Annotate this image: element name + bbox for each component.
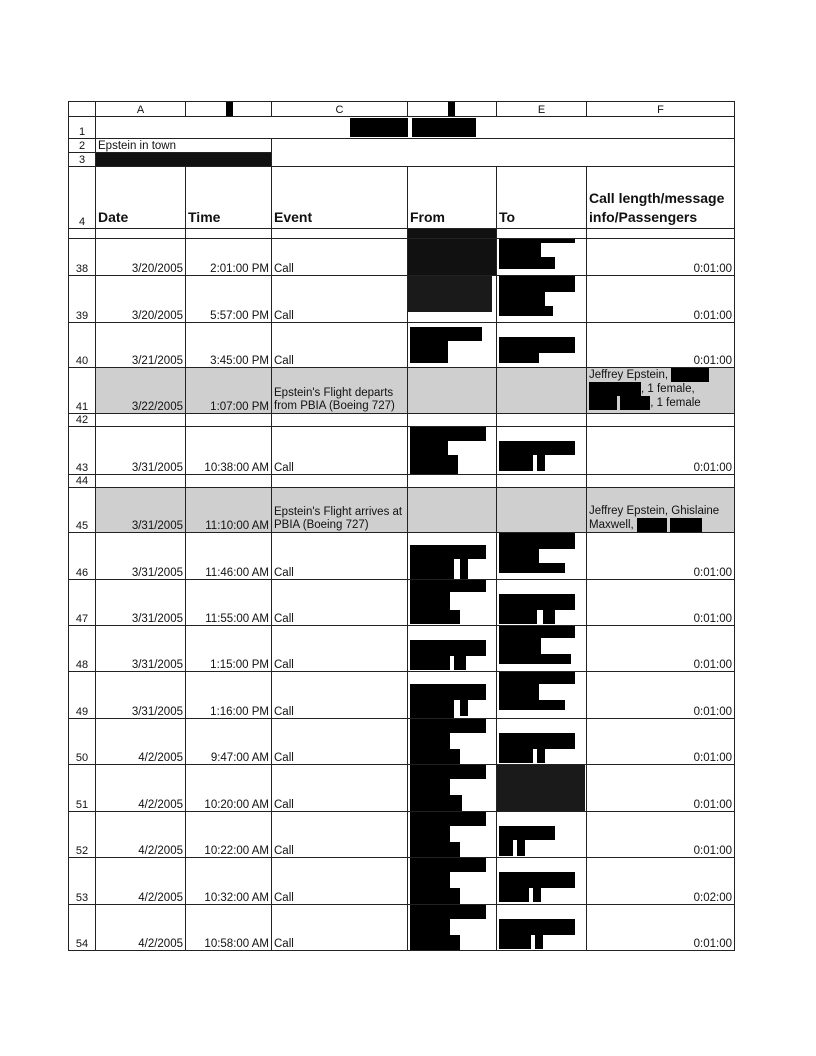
row-number: 49	[69, 672, 96, 719]
row-number: 51	[69, 765, 96, 812]
table-row	[69, 765, 735, 812]
event-cell: Call	[272, 719, 408, 765]
row-number: 52	[69, 812, 96, 858]
title-cell	[96, 117, 735, 139]
event-cell: Call	[272, 765, 408, 812]
table-row	[69, 672, 735, 719]
event-cell: Call	[272, 323, 408, 368]
date-cell: 3/31/2005	[96, 533, 186, 580]
redacted-to-cell	[497, 239, 587, 276]
time-cell: 10:32:00 AM	[186, 858, 272, 905]
info-cell: 0:01:00	[587, 533, 735, 580]
row-number: 44	[69, 475, 96, 488]
redacted-from-cell	[408, 626, 497, 672]
passengers-cell	[587, 368, 735, 414]
redacted-from-cell	[408, 533, 497, 580]
info-cell: 0:01:00	[587, 812, 735, 858]
time-cell: 9:47:00 AM	[186, 719, 272, 765]
from-cell	[408, 368, 497, 414]
row-number: 4	[69, 167, 96, 229]
sheet-row-2	[69, 139, 735, 153]
event-cell: Call	[272, 858, 408, 905]
redacted-from-cell	[408, 323, 497, 368]
date-cell: 4/2/2005	[96, 858, 186, 905]
redacted-to-cell	[497, 672, 587, 719]
redacted-from-cell	[408, 580, 497, 626]
event-cell: Call	[272, 276, 408, 323]
date-cell: 3/31/2005	[96, 672, 186, 719]
table-row-flight	[69, 368, 735, 414]
to-cell	[497, 368, 587, 414]
redacted-from-cell	[408, 276, 497, 323]
info-cell: 0:02:00	[587, 858, 735, 905]
info-cell: 0:01:00	[587, 323, 735, 368]
info-cell: 0:01:00	[587, 905, 735, 951]
epstein-in-town-label: Epstein in town	[96, 139, 272, 153]
date-cell: 3/20/2005	[96, 276, 186, 323]
passenger-line: Jeffrey Epstein, Ghislaine	[589, 504, 720, 517]
info-cell: 0:01:00	[587, 765, 735, 812]
time-cell: 10:38:00 AM	[186, 427, 272, 475]
redacted-to-cell	[497, 765, 587, 812]
redacted-to-cell	[497, 276, 587, 323]
time-cell: 10:58:00 AM	[186, 905, 272, 951]
info-cell: 0:01:00	[587, 672, 735, 719]
time-cell: 5:57:00 PM	[186, 276, 272, 323]
info-cell: 0:01:00	[587, 239, 735, 276]
hidden-rows-marker	[69, 229, 735, 239]
time-cell: 11:10:00 AM	[186, 488, 272, 533]
redacted-to-cell	[497, 719, 587, 765]
from-header: From	[408, 167, 497, 229]
table-row	[69, 239, 735, 276]
event-cell: Call	[272, 812, 408, 858]
date-cell: 3/31/2005	[96, 626, 186, 672]
passenger-line: , 1 female	[650, 397, 701, 410]
event-cell: Call	[272, 533, 408, 580]
redacted-from-cell	[408, 765, 497, 812]
col-header-c: C	[272, 102, 408, 117]
table-row	[69, 427, 735, 475]
event-cell: Call	[272, 626, 408, 672]
row-number: 53	[69, 858, 96, 905]
redacted-cell	[96, 153, 272, 167]
redacted-to-cell	[497, 626, 587, 672]
time-cell: 10:20:00 AM	[186, 765, 272, 812]
table-row	[69, 858, 735, 905]
redacted-from-cell	[408, 719, 497, 765]
date-header: Date	[96, 167, 186, 229]
date-cell: 3/21/2005	[96, 323, 186, 368]
redacted-from-cell	[408, 239, 497, 276]
passenger-line: , 1 female,	[641, 383, 695, 396]
redacted-to-cell	[497, 580, 587, 626]
redaction-block	[350, 118, 408, 137]
table-row	[69, 580, 735, 626]
to-cell	[497, 488, 587, 533]
date-cell: 3/22/2005	[96, 368, 186, 414]
time-cell: 1:16:00 PM	[186, 672, 272, 719]
time-header: Time	[186, 167, 272, 229]
redacted-to-cell	[497, 533, 587, 580]
col-header-f: F	[587, 102, 735, 117]
info-cell: 0:01:00	[587, 580, 735, 626]
row-number: 54	[69, 905, 96, 951]
col-header-d	[408, 102, 497, 117]
redacted-from-cell	[408, 672, 497, 719]
table-row	[69, 812, 735, 858]
row-number: 48	[69, 626, 96, 672]
event-cell: Epstein's Flight arrives at PBIA (Boeing 727)	[272, 488, 408, 533]
date-cell: 4/2/2005	[96, 905, 186, 951]
info-cell: 0:01:00	[587, 427, 735, 475]
time-cell: 2:01:00 PM	[186, 239, 272, 276]
row-number: 43	[69, 427, 96, 475]
row-number: 40	[69, 323, 96, 368]
row-number: 46	[69, 533, 96, 580]
time-cell: 10:22:00 AM	[186, 812, 272, 858]
redacted-from-cell	[408, 905, 497, 951]
row-number: 41	[69, 368, 96, 414]
redacted-from-cell	[408, 858, 497, 905]
time-cell: 11:46:00 AM	[186, 533, 272, 580]
passenger-line: Jeffrey Epstein,	[589, 369, 669, 382]
row-number: 47	[69, 580, 96, 626]
date-cell: 3/31/2005	[96, 580, 186, 626]
col-header-b	[186, 102, 272, 117]
date-cell: 3/31/2005	[96, 488, 186, 533]
header-row	[69, 167, 735, 229]
redacted-to-cell	[497, 323, 587, 368]
redacted-to-cell	[497, 812, 587, 858]
date-cell: 3/20/2005	[96, 239, 186, 276]
table-row	[69, 533, 735, 580]
time-cell: 1:07:00 PM	[186, 368, 272, 414]
sheet-row-44	[69, 475, 735, 488]
redaction-block	[226, 102, 233, 116]
redacted-to-cell	[497, 858, 587, 905]
passenger-line: Maxwell,	[589, 519, 634, 531]
row-number: 38	[69, 239, 96, 276]
event-cell: Epstein's Flight departs from PBIA (Boeing 727)	[272, 368, 408, 414]
row-number: 39	[69, 276, 96, 323]
row-number: 2	[69, 139, 96, 153]
date-cell: 4/2/2005	[96, 812, 186, 858]
spreadsheet	[68, 101, 734, 951]
table-row	[69, 905, 735, 951]
row-number: 42	[69, 414, 96, 427]
date-cell: 4/2/2005	[96, 765, 186, 812]
event-header: Event	[272, 167, 408, 229]
table-row	[69, 626, 735, 672]
col-header-e: E	[497, 102, 587, 117]
event-cell: Call	[272, 905, 408, 951]
sheet-row-42	[69, 414, 735, 427]
to-header: To	[497, 167, 587, 229]
passengers-cell	[587, 488, 735, 533]
date-cell: 3/31/2005	[96, 427, 186, 475]
date-cell: 4/2/2005	[96, 719, 186, 765]
info-header: Call length/message info/Passengers	[587, 167, 735, 229]
redacted-from-cell	[408, 812, 497, 858]
blank-merged-cell	[272, 139, 735, 167]
table-row	[69, 719, 735, 765]
time-cell: 3:45:00 PM	[186, 323, 272, 368]
event-cell: Call	[272, 239, 408, 276]
row-number: 3	[69, 153, 96, 167]
table-row	[69, 276, 735, 323]
time-cell: 11:55:00 AM	[186, 580, 272, 626]
info-cell: 0:01:00	[587, 719, 735, 765]
redaction-block	[448, 102, 455, 116]
sheet-row-1	[69, 117, 735, 139]
from-cell	[408, 488, 497, 533]
table-row-flight	[69, 488, 735, 533]
time-cell: 1:15:00 PM	[186, 626, 272, 672]
row-number: 1	[69, 117, 96, 139]
event-cell: Call	[272, 580, 408, 626]
col-header-a: A	[96, 102, 186, 117]
column-header-row	[69, 102, 735, 117]
event-cell: Call	[272, 427, 408, 475]
table-row	[69, 323, 735, 368]
redacted-to-cell	[497, 905, 587, 951]
corner-cell	[69, 102, 96, 117]
redacted-from-cell	[408, 427, 497, 475]
redaction-block	[412, 118, 476, 137]
event-cell: Call	[272, 672, 408, 719]
redacted-to-cell	[497, 427, 587, 475]
call-log-table	[68, 101, 735, 951]
info-cell: 0:01:00	[587, 626, 735, 672]
row-number: 45	[69, 488, 96, 533]
row-number: 50	[69, 719, 96, 765]
info-cell: 0:01:00	[587, 276, 735, 323]
